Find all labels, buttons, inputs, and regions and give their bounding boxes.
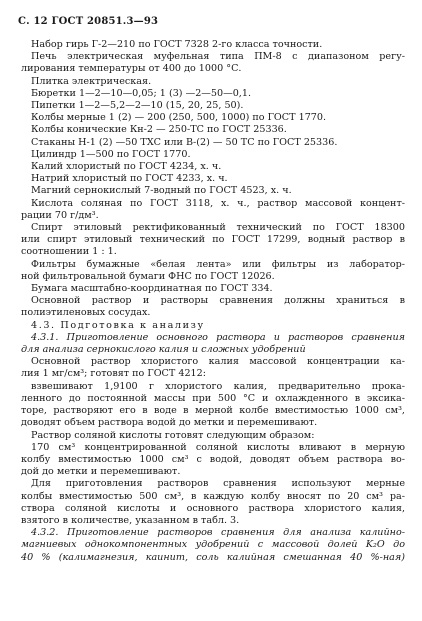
text-line: соотношении 1 : 1. [21, 246, 117, 258]
text-line: 4.3.1. Приготовление основного раствора и растворов сравнения [31, 331, 405, 343]
text-line: дой до метки и перемешивают. [21, 466, 181, 478]
text-line: колбу вместимостью 1000 см³ с водой, доводят объем раствора во- [21, 453, 405, 465]
text-line: Набор гирь Г-2—210 по ГОСТ 7328 2-го класса точности. [31, 39, 323, 50]
text-line: магниевых однокомпонентных удобрений с массовой долей K₂O до [21, 539, 405, 551]
text-line: полиэтиленовых сосудах. [21, 307, 151, 319]
text-line: Калий хлористый по ГОСТ 4234, х. ч. [31, 161, 222, 173]
text-line: для анализа сернокислого калия и сложных удобрений [21, 344, 306, 356]
text-line: Колбы мерные 1 (2) — 200 (250, 500, 1000) по ГОСТ 1770. [31, 112, 327, 124]
text-line: Колбы конические Кн-2 — 250-ТС по ГОСТ 25336. [31, 124, 287, 136]
text-line: Спирт этиловый ректификованный технический по ГОСТ 18300 [31, 222, 405, 234]
text-line: 4.3.2. Приготовление растворов сравнения для анализа калийно- [31, 527, 405, 539]
text-line: Магний сернокислый 7-водный по ГОСТ 4523, х. ч. [31, 185, 292, 197]
text-line: Кислота соляная по ГОСТ 3118, х. ч., раствор массовой концент- [31, 197, 405, 209]
text-line: торе, растворяют его в воде в мерной колбе вместимостью 1000 см³, [21, 405, 405, 417]
text-line: Раствор соляной кислоты готовят следующим образом: [31, 429, 315, 441]
text-line: рации 70 г/дм³. [21, 209, 99, 221]
text-line: взвешивают 1,9100 г хлористого калия, предварительно прока- [31, 380, 405, 392]
text-line: взятого в количестве, указанном в табл. 3. [21, 514, 240, 526]
text-line: Плитка электрическая. [31, 75, 152, 87]
text-line: створа соляной кислоты и основного раствора хлористого калия, [21, 502, 405, 514]
document-body [21, 39, 405, 564]
text-line: Цилиндр 1—500 по ГОСТ 1770. [31, 148, 191, 160]
text-line: Стаканы Н-1 (2) —50 ТХС или В-(2) — 50 ТС по ГОСТ 25336. [31, 136, 338, 148]
text-line: или спирт этиловый технический по ГОСТ 17299, водный раствор в [21, 234, 405, 246]
text-line: Основной раствор и растворы сравнения должны храниться в [31, 295, 405, 307]
text-line: доводят объем раствора водой до метки и перемешивают. [21, 417, 318, 429]
text-line: лирования температуры от 400 до 1000 °С. [21, 63, 242, 75]
text-line: Основной раствор хлористого калия массовой концентрации ка- [31, 356, 405, 368]
text-line: Бумага масштабно-координатная по ГОСТ 334. [31, 283, 273, 295]
text-line: Для приготовления растворов сравнения используют мерные [31, 478, 405, 490]
text-line: Бюретки 1—2—10—0,05; 1 (3) —2—50—0,1. [31, 87, 252, 99]
text-line: 4.3. Подготовка к анализу [31, 319, 205, 331]
text-line: Печь электрическая муфельная типа ПМ-8 с диапазоном регу- [31, 51, 405, 63]
text-line: ленного до постоянной массы при 500 °С и охлажденного в эксика- [21, 392, 405, 404]
text-line: 40 % (калимагнезия, каинит, соль калийная смешанная 40 %-ная) [21, 551, 405, 563]
text-line: лия 1 мг/см³; готовят по ГОСТ 4212: [21, 368, 206, 380]
page-header: С. 12 ГОСТ 20851.3—93 [18, 16, 159, 27]
text-line: Пипетки 1—2—5,2—2—10 (15, 20, 25, 50). [31, 100, 244, 112]
text-line: Натрий хлористый по ГОСТ 4233, х. ч. [31, 173, 228, 185]
text-line: колбы вместимостью 500 см³, в каждую колбу вносят по 20 см³ ра- [21, 490, 405, 502]
text-line: ной фильтровальной бумаги ФНС по ГОСТ 12026. [21, 270, 275, 282]
text-line: Фильтры бумажные «белая лента» или фильтры из лаборатор- [31, 258, 405, 270]
text-line: 170 см³ концентрированной соляной кислоты вливают в мерную [31, 441, 405, 453]
